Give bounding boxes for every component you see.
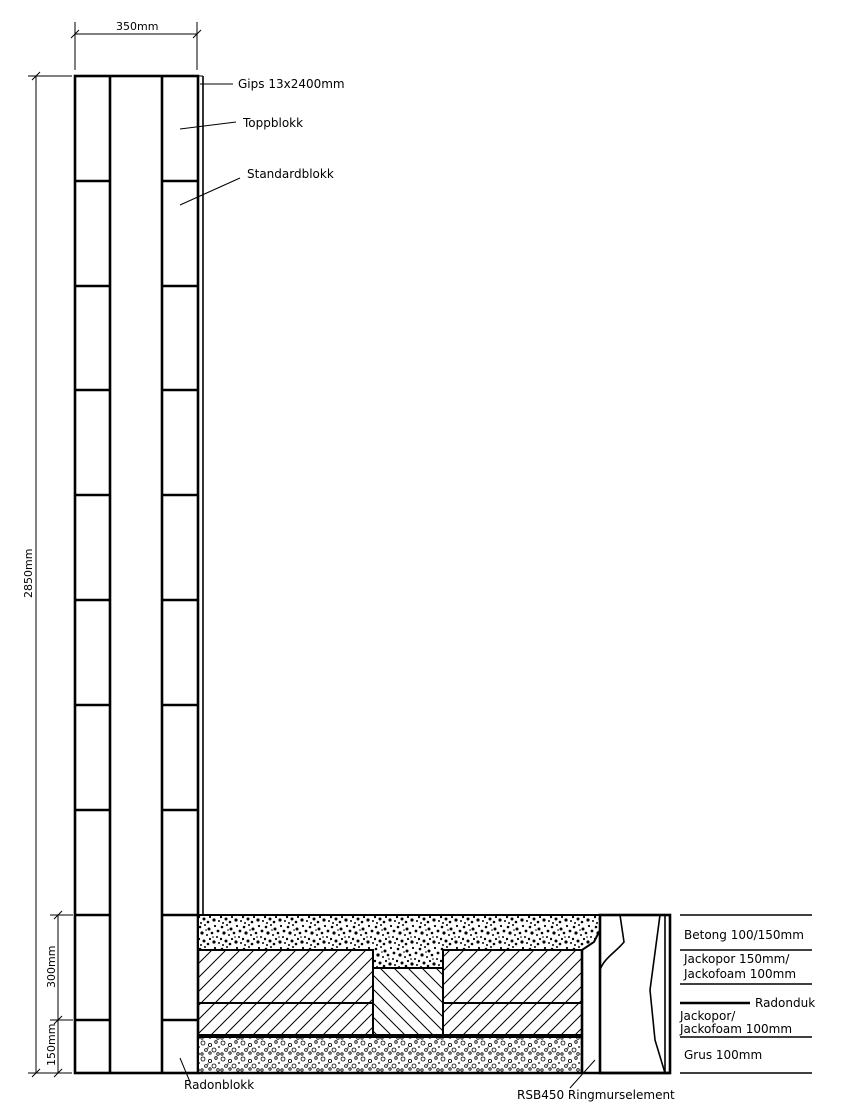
- legend-betong: Betong 100/150mm: [684, 928, 804, 942]
- dimension-150-label: 150mm: [45, 1023, 58, 1066]
- height-dimension-label: 2850mm: [22, 548, 35, 598]
- legend-radonduk: Radonduk: [755, 996, 816, 1010]
- insulation-lower-right: [443, 1003, 582, 1035]
- gips-label: Gips 13x2400mm: [238, 77, 345, 91]
- toppblokk-label: Toppblokk: [243, 116, 304, 130]
- legend-grus: Grus 100mm: [684, 1048, 763, 1062]
- width-dimension: [71, 20, 201, 70]
- insulation-center-block: [373, 968, 443, 1035]
- legend-jackopor-1a: Jackopor 150mm/: [684, 952, 790, 966]
- height-dimension: [22, 72, 72, 1077]
- insulation-upper-left: [198, 950, 373, 1003]
- ringmur-element: [600, 915, 670, 1073]
- layer-legend: [679, 915, 815, 1073]
- lower-dimensions: [45, 911, 73, 1077]
- gravel-layer: [198, 1037, 582, 1073]
- ringmur-label: RSB450 Ringmurselement: [517, 1088, 675, 1102]
- insulation-lower-left: [198, 1003, 373, 1035]
- dimension-300-label: 300mm: [45, 945, 58, 988]
- width-dimension-label: 350mm: [116, 20, 159, 33]
- legend-jackopor-2a: Jackopor/: [680, 1009, 736, 1023]
- block-joints: [75, 181, 198, 1020]
- insulation-upper-right: [443, 950, 582, 1003]
- radonblokk-label: Radonblokk: [184, 1078, 255, 1092]
- legend-jackopor-1b: Jackofoam 100mm: [684, 967, 797, 981]
- block-wall: [75, 76, 203, 1073]
- standardblokk-label: Standardblokk: [247, 167, 334, 181]
- legend-jackopor-2b: Jackofoam 100mm: [680, 1022, 793, 1036]
